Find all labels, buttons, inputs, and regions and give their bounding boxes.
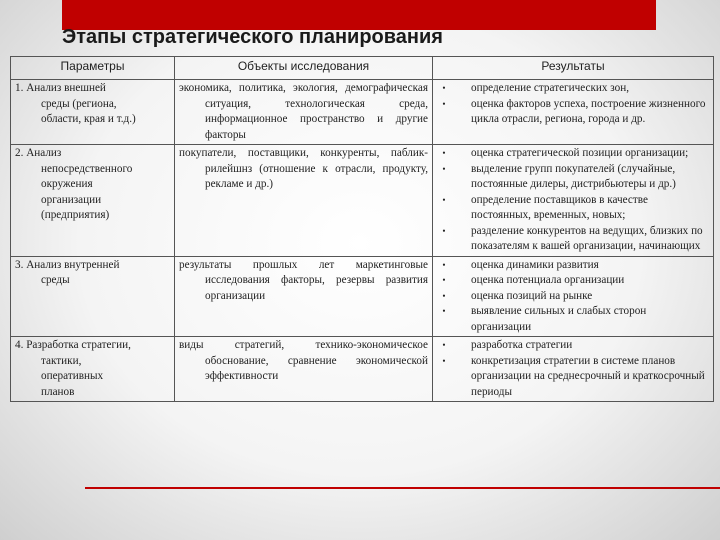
list-item [437,338,709,354]
results-list [437,146,709,255]
parameter-line: окружения [41,178,93,190]
result-text: разработка стратегии [471,339,573,351]
list-item [437,162,709,193]
list-item [437,224,709,255]
parameter-line: среды [41,274,70,286]
objects-text: покупатели, поставщики, конкуренты, паблик-рилейшнз (отношение к отрасли, продукту, рекламе и др.) [179,147,428,190]
list-item [437,273,709,289]
list-item [437,81,709,97]
table-row [11,256,714,337]
list-item [437,97,709,128]
parameter-cell [11,256,175,337]
list-item [437,258,709,274]
page-title: Этапы стратегического планирования [62,26,443,48]
bullet-icon: • [442,148,446,158]
objects-text: виды стратегий, технико-экономическое обоснование, сравнение экономической эффективности [179,339,428,382]
parameter-line: 2. Анализ [15,147,62,159]
results-cell [433,145,714,257]
planning-table [10,56,714,402]
table-row [11,337,714,402]
table-row [11,145,714,257]
table-row [11,80,714,145]
table-body [11,80,714,402]
results-cell [433,256,714,337]
parameter-line: (предприятия) [41,209,110,221]
objects-cell [175,256,433,337]
list-item [437,354,709,401]
parameter-cell [11,145,175,257]
bullet-icon: • [442,340,446,350]
objects-cell [175,145,433,257]
parameter-line: оперативных [41,370,104,382]
result-text: оценка позиций на рынке [471,289,593,302]
list-item [437,146,709,162]
bullet-icon: • [442,290,446,301]
result-text: оценка потенциала организации [471,274,625,286]
red-underline [85,487,720,489]
objects-cell [175,337,433,402]
objects-text: результаты прошлых лет маркетинговые исследования факторы, резервы развития организации [179,258,428,302]
bullet-icon: • [442,225,446,236]
parameter-line: среды (региона, [41,97,117,110]
parameter-line: организации [41,193,102,206]
parameter-line: 3. Анализ внутренней [15,258,120,271]
header-results: Результаты [433,57,714,80]
header-parameters: Параметры [11,57,175,80]
parameter-cell [11,80,175,145]
bullet-icon: • [442,275,446,285]
parameter-line: тактики, [41,354,82,367]
result-text: оценка динамики развития [471,258,599,271]
parameter-line: 1. Анализ внешней [15,82,106,94]
objects-cell [175,80,433,145]
bullet-icon: • [442,355,446,366]
result-text: оценка стратегической позиции организации; [471,147,689,159]
header-objects: Объекты исследования [175,57,433,80]
parameter-cell [11,337,175,402]
bullet-icon: • [442,98,446,109]
table-header [11,57,714,80]
results-list [437,258,709,336]
parameter-line: 4. Разработка стратегии, [15,339,131,351]
bullet-icon: • [442,194,446,205]
parameter-line: области, края и т.д.) [41,113,136,125]
result-text: определение поставщиков в качестве постоянных, временных, новых; [471,193,648,221]
parameter-line: планов [41,385,75,398]
bullet-icon: • [442,259,446,270]
result-text: определение стратегических зон, [471,82,630,94]
result-text: конкретизация стратегии в системе планов организации на среднесрочный и краткосрочный периоды [471,354,705,398]
bullet-icon: • [442,306,446,316]
parameter-line: непосредственного [41,162,133,175]
results-list [437,81,709,128]
result-text: оценка факторов успеха, построение жизненного цикла отрасли, региона, города и др. [471,97,706,125]
list-item [437,193,709,224]
results-cell [433,80,714,145]
bullet-icon: • [442,83,446,93]
results-list [437,338,709,400]
list-item [437,304,709,335]
objects-text: экономика, политика, экология, демографическая ситуация, технологическая среда, информационное пространство и другие факторы [179,82,428,141]
list-item [437,289,709,305]
bullet-icon: • [442,163,446,174]
result-text: выявление сильных и слабых сторон организации [471,305,647,333]
results-cell [433,337,714,402]
result-text: выделение групп покупателей (случайные, постоянные дилеры, дистрибьютеры и др.) [471,162,676,190]
result-text: разделение конкурентов на ведущих, близких по показателям к вашей организации, начинающих [471,224,703,252]
